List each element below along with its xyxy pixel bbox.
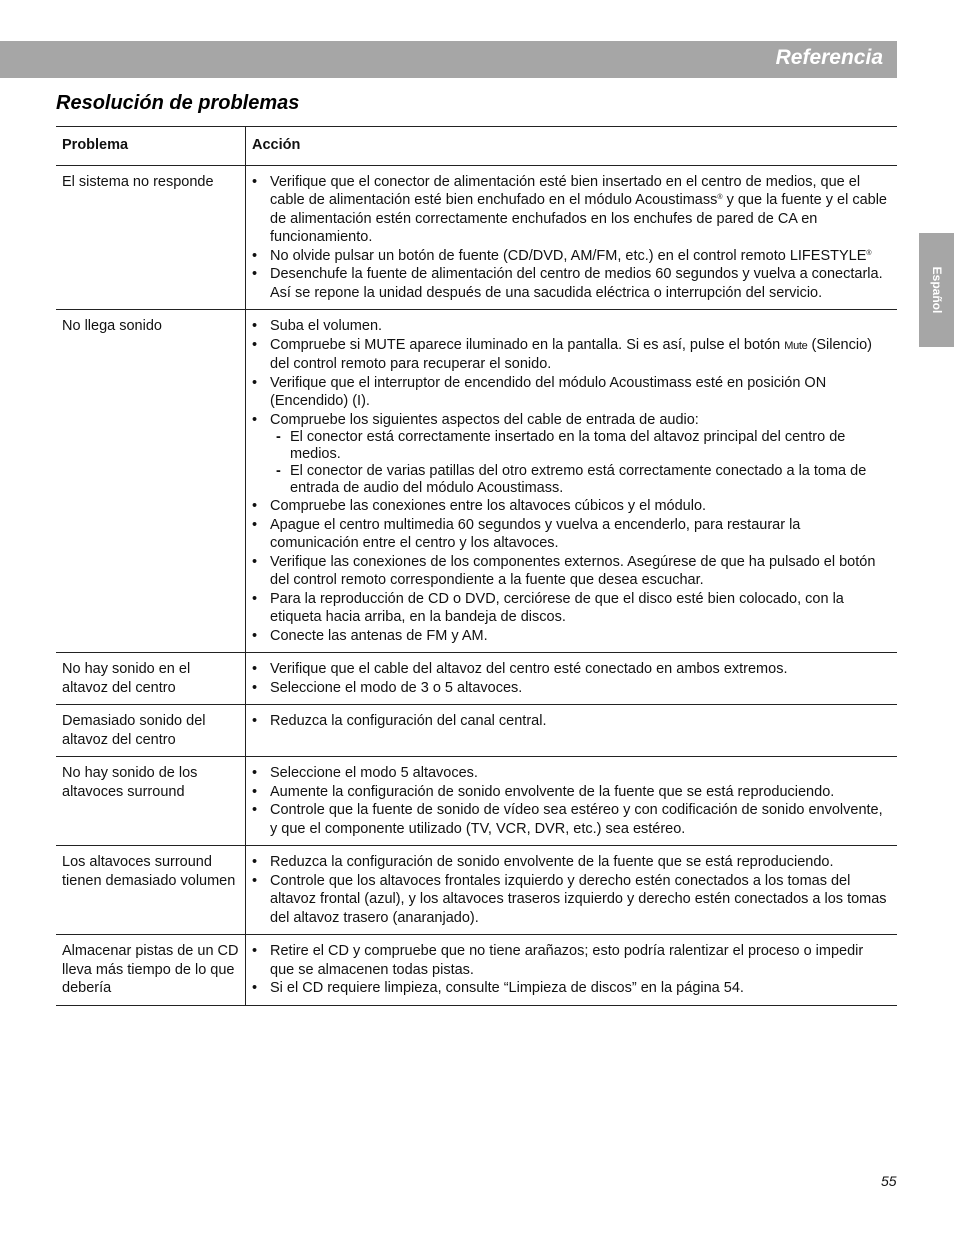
action-item: • Retire el CD y compruebe que no tiene arañazos; esto podría ralentizar el proceso o impedir que se almacenen todas pistas. bbox=[252, 942, 891, 979]
action-item: • Para la reproducción de CD o DVD, cerciórese de que el disco esté bien colocado, con la etiqueta hacia arriba, en la bandeja de discos. bbox=[252, 590, 891, 627]
action-item: • Seleccione el modo 5 altavoces. bbox=[252, 764, 891, 783]
action-item: • Compruebe si MUTE aparece iluminado en la pantalla. Si es así, pulse el botón Mute (Silencio) del control remoto para recuperar el sonido. bbox=[252, 336, 891, 374]
action-cell bbox=[246, 757, 898, 846]
problem-cell: Demasiado sonido del altavoz del centro bbox=[56, 705, 246, 757]
language-side-tab bbox=[919, 233, 954, 347]
column-header-problem: Problema bbox=[56, 127, 246, 166]
action-list bbox=[252, 764, 891, 838]
action-item: • Reduzca la configuración del canal central. bbox=[252, 712, 891, 731]
action-item: • Conecte las antenas de FM y AM. bbox=[252, 627, 891, 646]
action-item: • Seleccione el modo de 3 o 5 altavoces. bbox=[252, 679, 891, 698]
table-row bbox=[56, 165, 897, 310]
action-item: • Aumente la configuración de sonido envolvente de la fuente que se está reproduciendo. bbox=[252, 783, 891, 802]
action-item: • Si el CD requiere limpieza, consulte “Limpieza de discos” en la página 54. bbox=[252, 979, 891, 998]
action-list bbox=[252, 853, 891, 927]
action-list bbox=[252, 317, 891, 645]
action-item: • Reduzca la configuración de sonido envolvente de la fuente que se está reproduciendo. bbox=[252, 853, 891, 872]
table-row bbox=[56, 757, 897, 846]
section-title: Resolución de problemas bbox=[56, 92, 300, 114]
action-item: • Verifique que el interruptor de encendido del módulo Acoustimass esté en posición ON (Encendido) (I). bbox=[252, 374, 891, 411]
table-row bbox=[56, 705, 897, 757]
sub-action-list bbox=[270, 429, 891, 497]
action-item: • Suba el volumen. bbox=[252, 317, 891, 336]
action-list bbox=[252, 173, 891, 303]
header-title: Referencia bbox=[775, 46, 883, 69]
sub-action-item: - El conector está correctamente insertado en la toma del altavoz principal del centro de medios. bbox=[270, 429, 891, 463]
registered-mark: ® bbox=[866, 249, 872, 257]
action-item: • Controle que la fuente de sonido de vídeo sea estéreo y con codificación de sonido envolvente, y que el componente utilizado (TV, VCR, DVR, etc.) sea estéreo. bbox=[252, 801, 891, 838]
problem-cell: El sistema no responde bbox=[56, 165, 246, 310]
table-header-row bbox=[56, 127, 897, 166]
action-cell bbox=[246, 846, 898, 935]
page-number: 55 bbox=[881, 1173, 897, 1189]
action-item: • Compruebe los siguientes aspectos del cable de entrada de audio: - El conector está correctamente insertado en la toma del altavoz principal del centro de medios. - El conector de varias patillas del otro extremo está correctamente conectado a la toma de entrada de audio del módulo Acoustimass. bbox=[252, 411, 891, 498]
problem-cell: Los altavoces surround tienen demasiado volumen bbox=[56, 846, 246, 935]
action-item: • Controle que los altavoces frontales izquierdo y derecho estén conectados a los tomas del altavoz frontal (azul), y los altavoces traseros izquierdo y derecho estén conectados a los tomas del altavoz trasero (anaranjado). bbox=[252, 872, 891, 928]
action-item: • Desenchufe la fuente de alimentación del centro de medios 60 segundos y vuelva a conectarla. Así se repone la unidad después de una sacudida eléctrica o interrupción del servicio. bbox=[252, 265, 891, 302]
action-item: • Verifique que el conector de alimentación esté bien insertado en el centro de medios, que el cable de alimentación esté bien enchufado en el módulo Acoustimass® y que la fuente y el cable de alimentación estén correctamente enchufados en los enchufes de pared de CA en funcionamiento. bbox=[252, 173, 891, 247]
troubleshooting-table bbox=[56, 126, 897, 1006]
action-list bbox=[252, 712, 891, 731]
table-row bbox=[56, 935, 897, 1006]
language-side-tab-label: Español bbox=[929, 266, 944, 314]
problem-cell: Almacenar pistas de un CD lleva más tiempo de lo que debería bbox=[56, 935, 246, 1006]
problem-cell: No llega sonido bbox=[56, 310, 246, 653]
sub-action-item: - El conector de varias patillas del otro extremo está correctamente conectado a la toma de entrada de audio del módulo Acoustimass. bbox=[270, 463, 891, 497]
action-list bbox=[252, 660, 891, 697]
action-item: • Verifique las conexiones de los componentes externos. Asegúrese de que ha pulsado el botón del control remoto correspondiente a la fuente que desea escuchar. bbox=[252, 553, 891, 590]
mute-button-label: Mute bbox=[784, 339, 808, 352]
problem-cell: No hay sonido en el altavoz del centro bbox=[56, 653, 246, 705]
action-item: • Apague el centro multimedia 60 segundos y vuelva a encenderlo, para restaurar la comunicación entre el centro y los altavoces. bbox=[252, 516, 891, 553]
action-cell bbox=[246, 705, 898, 757]
column-header-action: Acción bbox=[246, 127, 898, 166]
table-row bbox=[56, 846, 897, 935]
table-row bbox=[56, 653, 897, 705]
action-item: • No olvide pulsar un botón de fuente (CD/DVD, AM/FM, etc.) en el control remoto LIFESTYLE® bbox=[252, 247, 891, 266]
problem-cell: No hay sonido de los altavoces surround bbox=[56, 757, 246, 846]
action-cell bbox=[246, 935, 898, 1006]
action-cell bbox=[246, 165, 898, 310]
action-cell bbox=[246, 310, 898, 653]
action-cell bbox=[246, 653, 898, 705]
action-item: • Verifique que el cable del altavoz del centro esté conectado en ambos extremos. bbox=[252, 660, 891, 679]
action-item: • Compruebe las conexiones entre los altavoces cúbicos y el módulo. bbox=[252, 497, 891, 516]
header-band bbox=[0, 41, 897, 78]
action-list bbox=[252, 942, 891, 998]
registered-mark: ® bbox=[717, 194, 723, 201]
table-row bbox=[56, 310, 897, 653]
